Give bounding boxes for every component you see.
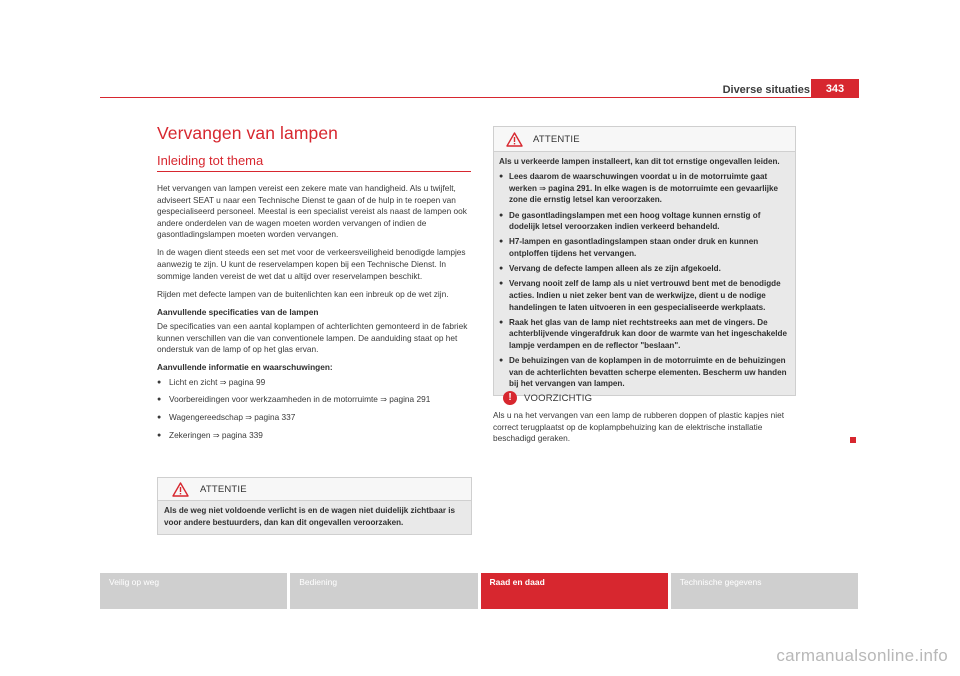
bullet-icon: ●	[499, 173, 504, 181]
section-title: Diverse situaties	[722, 84, 810, 96]
page-reference[interactable]: pagina 339	[221, 429, 263, 440]
header-rule	[100, 97, 858, 98]
warning-item: ● Vervang de defecte lampen alleen als ze zijn afgekoeld.	[499, 264, 721, 274]
notice-text: Als u na het vervangen van een lamp de rubberen doppen of plastic kapjes niet correct terugplaatst op de koplampbehuizing kan de elektrische installatie beschadigd geraken.	[493, 410, 785, 444]
arrow-right-icon: ⇒	[380, 395, 387, 405]
page-number: 343	[811, 79, 859, 98]
paragraph: In de wagen dient steeds een set met voor de verkeersveiligheid benodigde lampjes aanwezig te zijn. U kunt de reservelampen kopen bij een Technische Dienst. In sommige landen vereist de wet dat u altijd over reservelampen beschikt.	[157, 247, 466, 281]
page-reference[interactable]: pagina 337	[254, 412, 296, 423]
notice-label: VOORZICHTIG	[524, 392, 593, 404]
arrow-right-icon: ⇒	[245, 413, 252, 423]
arrow-right-icon: ⇒	[219, 377, 227, 387]
warning-triangle-icon	[506, 132, 523, 147]
warning-box-left	[157, 477, 472, 535]
chapter-nav	[100, 573, 858, 609]
list-item: ● Wagengereedschap ⇒ pagina 337	[157, 412, 296, 423]
bullet-icon: ●	[157, 396, 162, 404]
warning-header	[158, 478, 471, 500]
bullet-icon: ●	[499, 211, 504, 219]
bullet-icon: ●	[499, 318, 504, 326]
warning-item: ● De gasontladingslampen met een hoog voltage kunnen ernstig of dodelijk letsel veroorzaken indien verkeerd behandeld.	[499, 210, 761, 232]
warning-triangle-icon	[172, 482, 189, 497]
warning-item: ● Raak het glas van de lamp niet rechtstreeks aan met de vingers. De achterblijvende vingerafdruk kan door de warmte van het ingeschakelde lampje verdampen en de reflector "beslaan".	[499, 317, 787, 350]
warning-label: ATTENTIE	[533, 133, 580, 145]
bullet-icon: ●	[499, 265, 504, 273]
bullet-icon: ●	[499, 238, 504, 246]
list-item: ● Licht en zicht ⇒ pagina 99	[157, 376, 266, 387]
section-subtitle: Inleiding tot thema	[157, 153, 264, 168]
tab-technische-gegevens[interactable]: Technische gegevens	[671, 573, 858, 609]
info-heading: Aanvullende informatie en waarschuwingen:	[157, 362, 333, 373]
spec-text: De specificaties van een aantal koplampen of achterlichten gemonteerd in de fabriek kunnen verschillen van die van conventionele lampen. De aanduiding staat op het onderstuk van de lamp of op het glas ervan.	[157, 321, 468, 355]
intro-text	[157, 183, 471, 447]
page-reference[interactable]: pagina 99	[228, 376, 266, 387]
tab-raad-en-daad[interactable]: Raad en daad	[481, 573, 668, 609]
list-item: ● Voorbereidingen voor werkzaamheden in de motorruimte ⇒ pagina 291	[157, 394, 431, 405]
spec-heading: Aanvullende specificaties van de lampen	[157, 306, 319, 317]
warning-label: ATTENTIE	[200, 483, 247, 495]
page-reference[interactable]: pagina 291	[389, 394, 431, 405]
end-marker	[850, 437, 856, 443]
warning-item: ● H7-lampen en gasontladingslampen staan onder druk en kunnen ontploffen tijdens het vervangen.	[499, 237, 759, 258]
bullet-icon: ●	[157, 431, 162, 439]
paragraph: Het vervangen van lampen vereist een zekere mate van handigheid. Als u twijfelt, adviseert SEAT u naar een Technische Dienst te gaan of de hulp in te roepen van gespecialiseerd personeel. Meestal is een specialist vereist als naast de lampen ook andere onderdelen van de wagen moeten worden vervangen of indien de gasontladingslampen moeten worden vervangen.	[157, 183, 467, 240]
watermark: carmanualsonline.info	[776, 646, 948, 665]
warning-box-right	[493, 126, 796, 396]
bullet-icon: ●	[157, 414, 162, 422]
warning-header	[494, 127, 795, 151]
arrow-right-icon: ⇒	[212, 430, 220, 440]
warning-text: Als de weg niet voldoende verlicht is en de wagen niet duidelijk zichtbaar is voor andere bestuurders, dan kan dit ongevallen veroorzaken.	[158, 500, 471, 534]
paragraph: Rijden met defecte lampen van de buitenlichten kan een inbreuk op de wet zijn.	[157, 288, 449, 299]
bullet-icon: ●	[157, 378, 162, 386]
warning-item: ● Vervang nooit zelf de lamp als u niet vertrouwd bent met de benodigde acties. Indien u niet zeker bent van de werkwijze, dient u de nodige handelingen te laten uitvoeren in een gespecialiseerde werkplaats.	[499, 279, 781, 312]
warning-intro: Als u verkeerde lampen installeert, kan dit tot ernstige ongevallen leiden.	[499, 157, 780, 166]
bullet-icon: ●	[499, 357, 504, 365]
bullet-icon: ●	[499, 280, 504, 288]
warning-item: ● De behuizingen van de koplampen in de motorruimte en de behuizingen van de achterlichten bevatten scherpe elementen. Bescherm uw handen bij het vervangen van lampen.	[499, 356, 787, 389]
subtitle-rule	[157, 171, 471, 172]
tab-veilig-op-weg[interactable]: Veilig op weg	[100, 573, 287, 609]
notice-header	[503, 391, 592, 405]
list-item: ● Zekeringen ⇒ pagina 339	[157, 429, 263, 440]
warning-item: ● Lees daarom de waarschuwingen voordat u in de motorruimte gaat werken ⇒ pagina 291. In elke wagen is de motorruimte een gevaarlijke zone die ernstig letsel kan veroorzaken.	[499, 172, 779, 205]
tab-bediening[interactable]: Bediening	[290, 573, 477, 609]
warning-body	[494, 151, 795, 395]
page-title: Vervangen van lampen	[157, 123, 339, 143]
exclamation-circle-icon: !	[503, 391, 517, 405]
